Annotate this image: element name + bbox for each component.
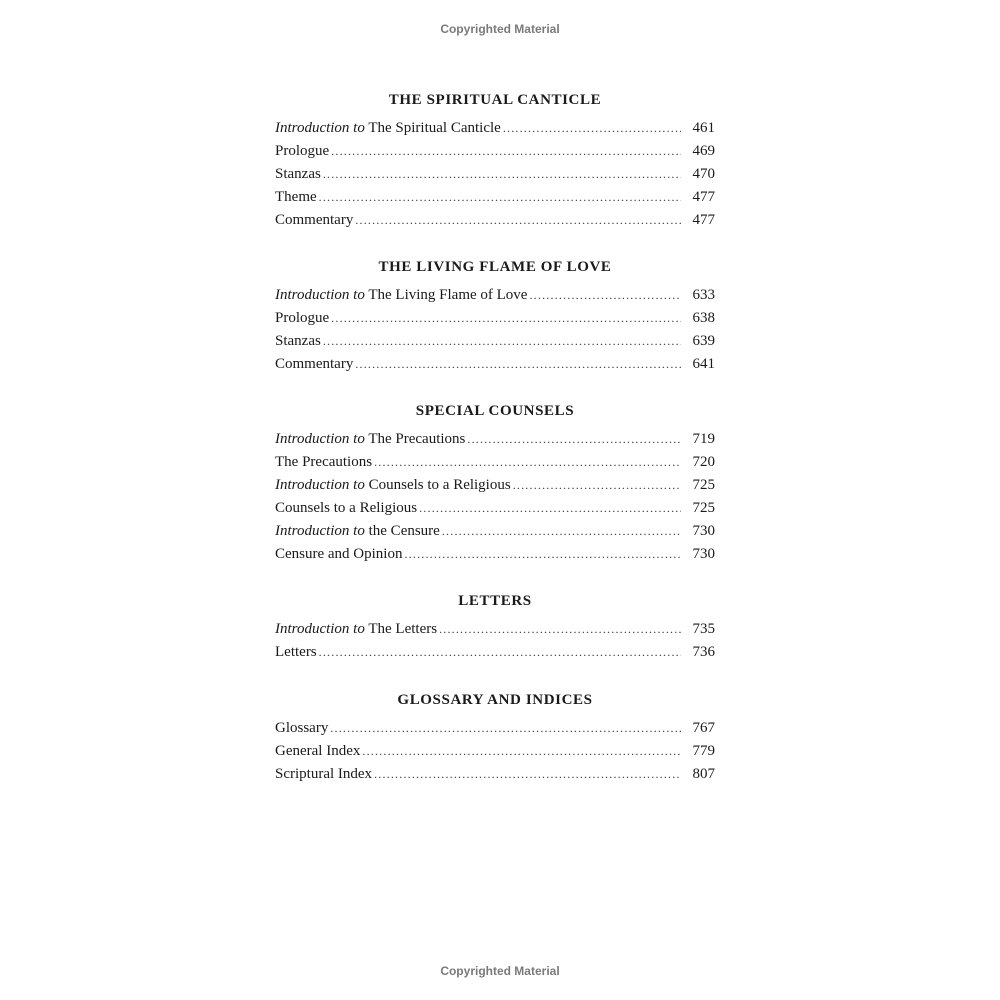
toc-entry [275, 308, 715, 331]
toc-entry [275, 331, 715, 354]
section-title: GLOSSARY AND INDICES [397, 692, 593, 708]
entry-text: Glossary [275, 720, 329, 736]
entry-title [275, 164, 321, 184]
toc-entry [275, 764, 715, 787]
dot-leader [404, 544, 681, 564]
entry-text: Prologue [275, 143, 330, 159]
dot-leader [374, 764, 681, 784]
entry-title [275, 354, 353, 374]
entry-prefix: Introduction to [275, 523, 365, 539]
entry-prefix: Introduction to [275, 621, 365, 637]
dot-leader [439, 619, 681, 639]
page-number: 725 [692, 477, 715, 493]
entry-text: The Precautions [275, 454, 373, 470]
toc-section [275, 401, 715, 567]
page-number: 633 [692, 287, 715, 303]
entry-title [275, 741, 360, 761]
entry-title [275, 452, 372, 472]
copyright-watermark-bottom: Copyrighted Material [440, 964, 560, 978]
entry-title [275, 475, 511, 495]
entry-text: the Censure [364, 523, 440, 539]
entry-title [275, 141, 329, 161]
dot-leader [362, 741, 681, 761]
page-number: 470 [692, 166, 715, 182]
dot-leader [330, 718, 681, 738]
entry-text: The Living Flame of Love [364, 287, 528, 303]
section-entries [275, 429, 715, 567]
entry-title [275, 118, 501, 138]
page-number: 730 [692, 546, 715, 562]
section-title: THE SPIRITUAL CANTICLE [388, 92, 602, 108]
dot-leader [529, 285, 681, 305]
toc-entry [275, 475, 715, 498]
toc-entry [275, 187, 715, 210]
section-title: THE LIVING FLAME OF LOVE [378, 259, 612, 275]
toc-entry [275, 354, 715, 377]
page-number: 469 [692, 143, 715, 159]
page-number: 720 [692, 454, 715, 470]
entry-prefix: Introduction to [275, 120, 365, 136]
page-number: 719 [692, 431, 715, 447]
page-number: 735 [692, 621, 715, 637]
entry-text: General Index [275, 743, 361, 759]
entry-text: Commentary [275, 212, 354, 228]
toc-entry [275, 498, 715, 521]
toc-entry [275, 544, 715, 567]
entry-text: Letters [275, 644, 317, 660]
dot-leader [513, 475, 681, 495]
section-title: LETTERS [458, 593, 532, 609]
toc-entry [275, 118, 715, 141]
toc-entry [275, 429, 715, 452]
toc-entry [275, 164, 715, 187]
entry-prefix: Introduction to [275, 477, 365, 493]
page-number: 736 [692, 644, 715, 660]
entry-text: Censure and Opinion [275, 546, 403, 562]
entry-title [275, 642, 317, 662]
page-number: 477 [692, 189, 715, 205]
toc-entry [275, 521, 715, 544]
dot-leader [319, 642, 681, 662]
toc-section [275, 591, 715, 665]
dot-leader [419, 498, 681, 518]
entry-title [275, 718, 328, 738]
entry-text: The Spiritual Canticle [364, 120, 501, 136]
dot-leader [374, 452, 681, 472]
section-entries [275, 118, 715, 233]
toc-entry [275, 741, 715, 764]
toc-entry [275, 452, 715, 475]
section-entries [275, 619, 715, 665]
entry-title [275, 764, 372, 784]
page-number: 461 [692, 120, 715, 136]
page-number: 779 [692, 743, 715, 759]
entry-text: Scriptural Index [275, 766, 373, 782]
entry-text: Stanzas [275, 166, 321, 182]
toc-section [275, 690, 715, 787]
entry-text: Counsels to a Religious [275, 500, 418, 516]
entry-title [275, 544, 402, 564]
entry-text: Prologue [275, 310, 330, 326]
page-number: 639 [692, 333, 715, 349]
dot-leader [355, 210, 681, 230]
dot-leader [331, 141, 681, 161]
page-number: 477 [692, 212, 715, 228]
toc-entry [275, 718, 715, 741]
section-entries [275, 718, 715, 787]
page-number: 638 [692, 310, 715, 326]
toc-entry [275, 642, 715, 665]
entry-title [275, 521, 440, 541]
page-number: 767 [692, 720, 715, 736]
entry-title [275, 331, 321, 351]
page-number: 641 [692, 356, 715, 372]
entry-title [275, 210, 353, 230]
entry-text: Stanzas [275, 333, 321, 349]
section-entries [275, 285, 715, 377]
toc-entry [275, 619, 715, 642]
entry-text: The Precautions [364, 431, 466, 447]
dot-leader [503, 118, 681, 138]
dot-leader [467, 429, 681, 449]
toc-entry [275, 210, 715, 233]
entry-title [275, 308, 329, 328]
entry-title [275, 619, 437, 639]
dot-leader [442, 521, 681, 541]
entry-text: The Letters [364, 621, 438, 637]
section-title: SPECIAL COUNSELS [415, 403, 575, 419]
dot-leader [323, 164, 681, 184]
toc-section [275, 257, 715, 377]
page-number: 725 [692, 500, 715, 516]
entry-text: Theme [275, 189, 317, 205]
toc-entry [275, 141, 715, 164]
page-number: 730 [692, 523, 715, 539]
entry-prefix: Introduction to [275, 287, 365, 303]
entry-title [275, 429, 465, 449]
dot-leader [355, 354, 681, 374]
entry-title [275, 187, 317, 207]
dot-leader [319, 187, 681, 207]
toc-section [275, 90, 715, 233]
copyright-watermark-top: Copyrighted Material [440, 22, 560, 36]
dot-leader [323, 331, 681, 351]
entry-title [275, 285, 527, 305]
dot-leader [331, 308, 681, 328]
entry-prefix: Introduction to [275, 431, 365, 447]
entry-text: Commentary [275, 356, 354, 372]
page-number: 807 [692, 766, 715, 782]
entry-title [275, 498, 417, 518]
toc-entry [275, 285, 715, 308]
entry-text: Counsels to a Religious [364, 477, 511, 493]
